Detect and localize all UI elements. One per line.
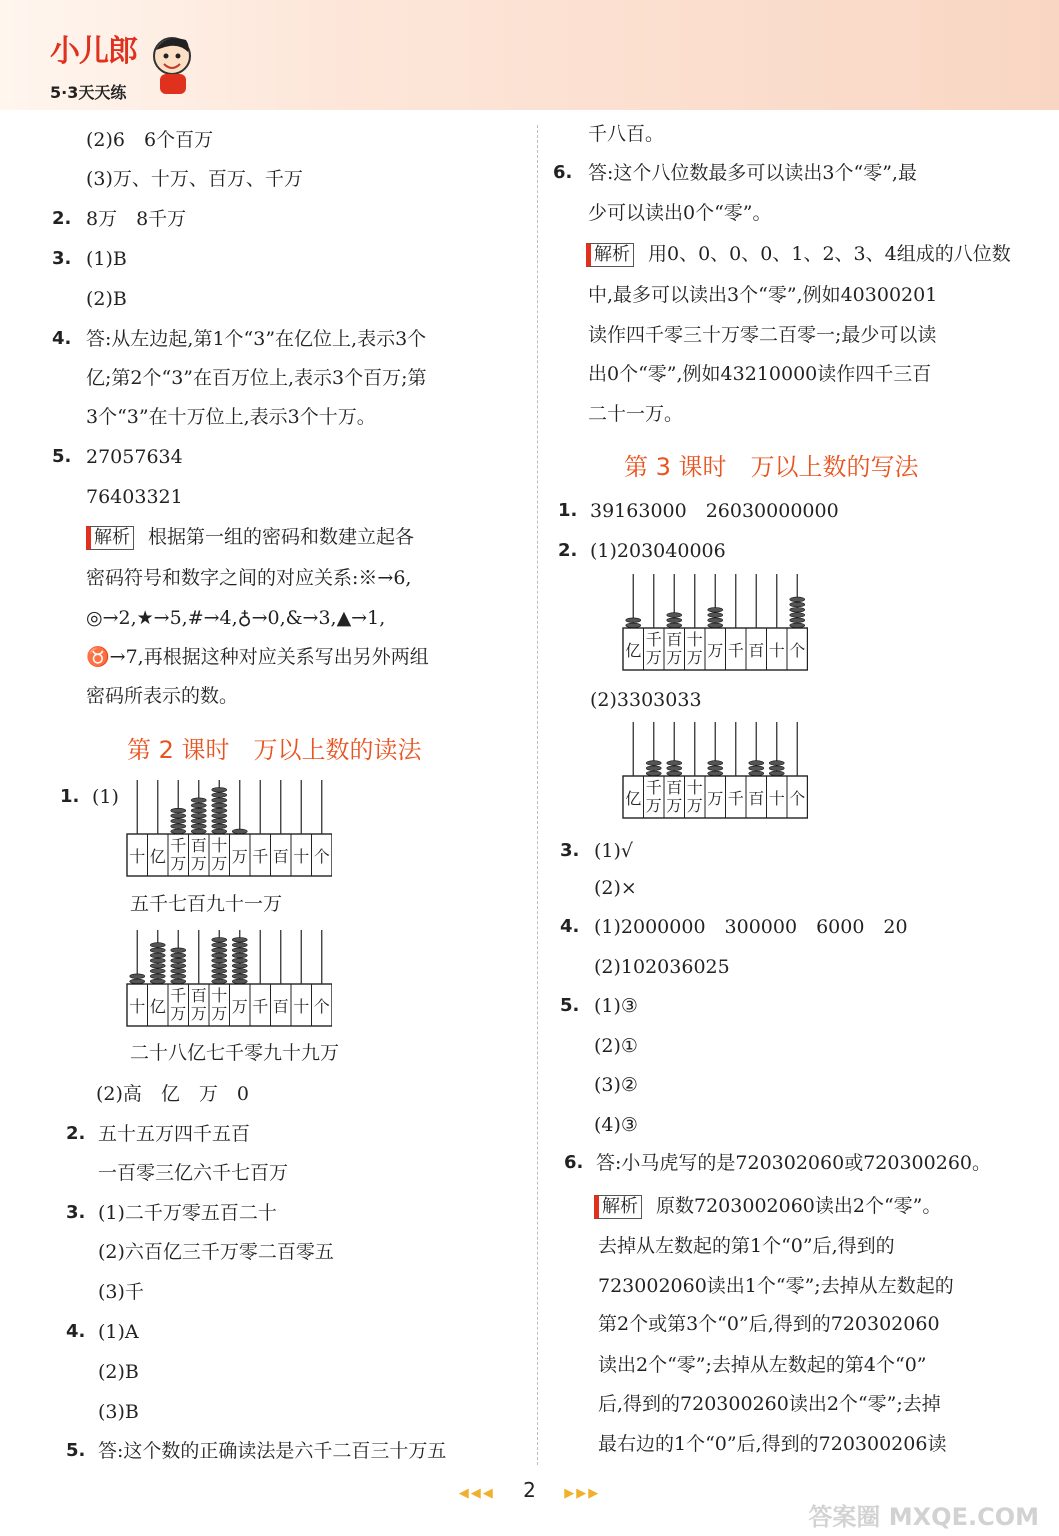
abacus-place-label: 十 [768,789,785,808]
abacus-bead [171,958,186,963]
analysis-text: 原数7203002060读出2个“零”。 [656,1195,942,1217]
abacus-place-label: 万 [645,648,662,667]
abacus-place-label: 百 [748,789,765,808]
analysis-line [594,1194,941,1219]
section-title: 第 2 课时 万以上数的读法 [127,736,422,764]
abacus-place-label: 万 [231,847,248,866]
abacus-bead [130,974,145,979]
abacus-bead [212,964,227,969]
question-number: 6. [553,162,573,183]
abacus-bead [790,597,805,602]
abacus-bead [769,771,784,776]
question-number: 2. [52,208,72,229]
abacus-bead [667,761,682,766]
abacus-bead [708,771,723,776]
abacus-bead [769,766,784,771]
analysis-line: 密码符号和数字之间的对应关系:※→6, [86,567,412,589]
abacus-bead [171,979,186,984]
page-header [0,0,1059,110]
answer-line: 答:小马虎写的是720302060或720300260。 [596,1152,991,1174]
abacus-place-label: 个 [313,847,330,866]
analysis-text: 根据第一组的密码和数建立起各 [148,526,415,548]
abacus-bead [212,798,227,803]
abacus-bead [212,969,227,974]
analysis-line: 723002060读出1个“零”;去掉从左数起的 [598,1275,954,1297]
abacus-place-label: 百 [272,847,289,866]
abacus-bead [150,969,165,974]
abacus-place-label: 百 [272,997,289,1016]
analysis-line: 读出2个“零”;去掉从左数起的第4个“0” [598,1354,927,1376]
answer-line: 五千七百九十一万 [130,893,283,915]
answer-line: 亿;第2个“3”在百万位上,表示3个百万;第 [86,367,427,389]
abacus-place-label: 千 [645,630,662,649]
abacus-bead [232,938,247,943]
answer-line: 少可以读出0个“零”。 [588,202,772,224]
abacus-bead [667,613,682,618]
next-arrows-icon: ▶▶▶ [564,1486,601,1501]
answer-line: (2)B [86,288,127,310]
abacus-bead [212,974,227,979]
abacus-bead [232,979,247,984]
abacus-diagram [126,928,332,1030]
abacus-place-label: 千 [252,847,269,866]
abacus-bead [708,766,723,771]
answer-line: 二十八亿七千零九十九万 [130,1042,340,1064]
abacus-bead [191,829,206,834]
abacus-bead [171,974,186,979]
abacus-bead [171,814,186,819]
abacus-place-label: 个 [313,997,330,1016]
abacus-bead [212,958,227,963]
answer-line: (3)万、十万、百万、千万 [86,168,303,190]
answer-line: (2)高 亿 万 0 [96,1083,250,1105]
abacus-bead [171,964,186,969]
answer-line: 一百零三亿六千七百万 [98,1162,289,1184]
abacus-place-label: 万 [170,1004,187,1023]
abacus-bead [232,974,247,979]
abacus-bead [749,766,764,771]
abacus-bead [212,948,227,953]
abacus-place-label: 亿 [149,847,166,866]
abacus-place-label: 万 [686,796,703,815]
abacus-bead [667,766,682,771]
answer-line: (2)3303033 [590,689,702,711]
abacus-bead [150,953,165,958]
abacus-place-label: 十 [686,778,703,797]
answer-line: (1) [92,786,119,808]
abacus-bead [191,808,206,813]
analysis-line: 后,得到的720300260读出2个“零”;去掉 [598,1393,941,1415]
abacus-bead [212,808,227,813]
question-number: 4. [52,328,72,349]
column-divider [537,125,538,1465]
abacus-bead [150,958,165,963]
answer-line: (1)√ [594,840,634,862]
abacus-place-label: 十 [211,986,228,1005]
abacus-bead [708,618,723,623]
abacus-bead [130,979,145,984]
analysis-line: 出0个“零”,例如43210000读作四千三百 [588,363,932,385]
question-number: 4. [66,1321,86,1342]
abacus-place-label: 万 [707,789,724,808]
abacus-place-label: 亿 [149,997,166,1016]
question-number: 3. [66,1202,86,1223]
answer-line: 答:这个八位数最多可以读出3个“零”,最 [588,162,917,184]
answer-line: (1)B [86,248,127,270]
question-number: 1. [60,786,80,807]
abacus-place-label: 百 [190,986,207,1005]
abacus-bead [232,953,247,958]
abacus-bead [626,618,641,623]
abacus-bead [646,761,661,766]
analysis-line: 密码所表示的数。 [86,685,239,707]
abacus-bead [191,819,206,824]
abacus-bead [790,613,805,618]
abacus-bead [150,964,165,969]
answer-line: (1)2000000 300000 6000 20 [594,916,908,938]
abacus-bead [232,958,247,963]
abacus-place-label: 千 [727,641,744,660]
abacus-bead [232,829,247,834]
abacus-bead [790,608,805,613]
abacus-bead [790,602,805,607]
abacus-bead [212,819,227,824]
abacus-bead [232,948,247,953]
abacus-place-label: 千 [727,789,744,808]
abacus-bead [232,969,247,974]
answer-line: 8万 8千万 [86,208,187,230]
abacus-bead [749,761,764,766]
question-number: 1. [558,500,578,521]
abacus-place-label: 百 [748,641,765,660]
abacus-place-label: 万 [707,641,724,660]
question-number: 2. [66,1123,86,1144]
abacus-place-label: 千 [645,778,662,797]
question-number: 5. [52,446,72,467]
abacus-place-label: 千 [170,836,187,855]
abacus-place-label: 万 [211,1004,228,1023]
answer-line: 76403321 [86,486,183,508]
abacus-place-label: 亿 [625,789,642,808]
analysis-tag: 解析 [594,1195,642,1219]
abacus-bead [212,793,227,798]
analysis-line: 二十一万。 [588,403,684,425]
abacus-bead [171,819,186,824]
mascot-icon [150,30,198,100]
abacus-place-label: 万 [666,648,683,667]
abacus-bead [191,798,206,803]
abacus-place-label: 十 [129,997,146,1016]
abacus-diagram [622,572,808,674]
answer-line: (1)③ [594,995,638,1017]
answer-line: 39163000 26030000000 [590,500,839,522]
abacus-bead [708,613,723,618]
answer-line: 27057634 [86,446,183,468]
question-number: 5. [560,995,580,1016]
abacus-place-label: 万 [686,648,703,667]
question-number: 3. [52,248,72,269]
brand-series: 5·3天天练 [50,83,127,102]
abacus-bead [150,943,165,948]
analysis-line: 去掉从左数起的第1个“0”后,得到的 [598,1235,895,1257]
question-number: 6. [564,1152,584,1173]
analysis-line: 最右边的1个“0”后,得到的720300206读 [598,1433,947,1455]
abacus-bead [191,814,206,819]
analysis-line: 中,最多可以读出3个“零”,例如40300201 [588,284,938,306]
analysis-line: 第2个或第3个“0”后,得到的720302060 [598,1313,940,1335]
analysis-line [586,242,1011,267]
answer-line: (3)千 [98,1281,144,1303]
abacus-bead [769,761,784,766]
abacus-bead [150,974,165,979]
abacus-place-label: 个 [789,789,806,808]
abacus-bead [171,953,186,958]
answer-line: (2)6 6个百万 [86,129,214,151]
abacus-diagram [126,778,332,880]
answer-line: 五十五万四千五百 [98,1123,251,1145]
answer-line: (3)② [594,1074,638,1096]
abacus-bead [212,938,227,943]
abacus-bead [171,969,186,974]
abacus-place-label: 万 [170,854,187,873]
analysis-line: 读作四千零三十万零二百零一;最少可以读 [588,324,937,346]
abacus-bead [171,824,186,829]
abacus-bead [212,829,227,834]
answer-line: (2)B [98,1361,139,1383]
abacus-bead [212,803,227,808]
abacus-bead [790,623,805,628]
abacus-bead [212,814,227,819]
abacus-bead [212,979,227,984]
abacus-bead [232,943,247,948]
answer-line: (1)A [98,1321,139,1343]
abacus-bead [708,608,723,613]
abacus-place-label: 百 [190,836,207,855]
question-number: 5. [66,1440,86,1461]
abacus-place-label: 十 [129,847,146,866]
abacus-place-label: 十 [293,997,310,1016]
abacus-bead [171,808,186,813]
abacus-bead [212,788,227,793]
abacus-bead [191,803,206,808]
answer-line: (2)× [594,877,637,899]
answer-line: 答:从左边起,第1个“3”在亿位上,表示3个 [86,328,427,350]
abacus-place-label: 十 [768,641,785,660]
abacus-bead [708,761,723,766]
abacus-place-label: 万 [190,1004,207,1023]
answer-line: (2)102036025 [594,956,730,978]
abacus-place-label: 十 [293,847,310,866]
analysis-line: ♉→7,再根据这种对应关系写出另外两组 [86,646,429,668]
abacus-bead [749,771,764,776]
analysis-text: 用0、0、0、0、1、2、3、4组成的八位数 [648,243,1011,265]
abacus-diagram [622,720,808,822]
abacus-bead [212,953,227,958]
abacus-bead [667,623,682,628]
page-number: 2 [523,1478,536,1502]
abacus-place-label: 千 [252,997,269,1016]
abacus-bead [790,618,805,623]
answer-line: (2)六百亿三千万零二百零五 [98,1241,334,1263]
answer-line: (4)③ [594,1114,638,1136]
question-number: 3. [560,840,580,861]
watermark: 答案圈 MXQE.COM [808,1503,1039,1531]
abacus-bead [150,948,165,953]
abacus-place-label: 万 [211,854,228,873]
answer-line: 千八百。 [588,123,665,145]
answer-line: (2)① [594,1035,638,1057]
section-title: 第 3 课时 万以上数的写法 [624,453,919,481]
abacus-bead [646,766,661,771]
abacus-bead [667,618,682,623]
abacus-bead [171,948,186,953]
abacus-bead [232,964,247,969]
abacus-place-label: 十 [211,836,228,855]
answer-line: (1)203040006 [590,540,726,562]
abacus-place-label: 十 [686,630,703,649]
abacus-bead [191,824,206,829]
abacus-place-label: 千 [170,986,187,1005]
abacus-bead [212,943,227,948]
abacus-bead [626,623,641,628]
abacus-place-label: 万 [645,796,662,815]
answer-line: (3)B [98,1401,139,1423]
abacus-bead [667,771,682,776]
abacus-place-label: 万 [666,796,683,815]
analysis-line: ◎→2,★→5,#→4,♁→0,&→3,▲→1, [86,607,386,629]
question-number: 2. [558,540,578,561]
abacus-bead [212,824,227,829]
brand-logo: 小儿郎 [50,34,137,69]
question-number: 4. [560,916,580,937]
abacus-place-label: 万 [190,854,207,873]
answer-line: 答:这个数的正确读法是六千二百三十万五 [98,1440,447,1462]
abacus-place-label: 百 [666,630,683,649]
abacus-place-label: 百 [666,778,683,797]
analysis-line [86,525,414,550]
abacus-bead [646,771,661,776]
abacus-place-label: 亿 [625,641,642,660]
prev-arrows-icon: ◀◀◀ [458,1486,495,1501]
analysis-tag: 解析 [586,243,634,267]
analysis-tag: 解析 [86,526,134,550]
abacus-place-label: 万 [231,997,248,1016]
abacus-bead [150,979,165,984]
answer-line: (1)二千万零五百二十 [98,1202,277,1224]
abacus-bead [171,829,186,834]
abacus-bead [708,623,723,628]
answer-line: 3个“3”在十万位上,表示3个十万。 [86,406,376,428]
abacus-place-label: 个 [789,641,806,660]
